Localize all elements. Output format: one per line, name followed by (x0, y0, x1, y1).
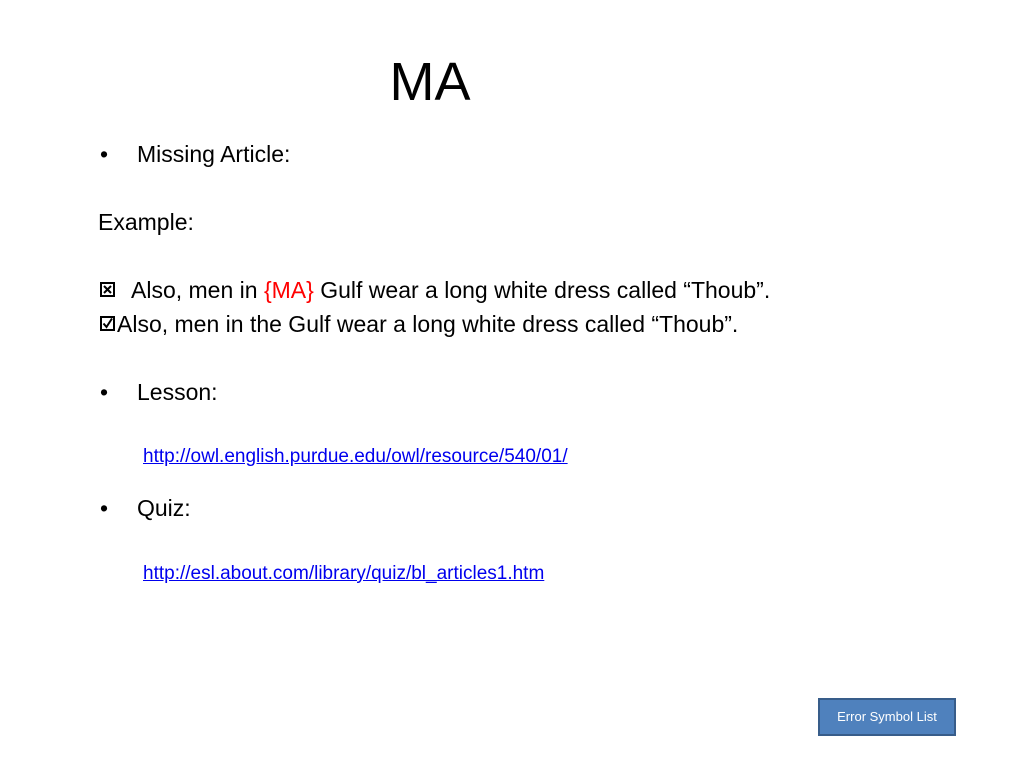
bullet-dot: • (100, 141, 109, 167)
x-checkbox-icon (100, 282, 115, 297)
quiz-label: Quiz: (137, 495, 191, 521)
checkmark-checkbox-icon (100, 316, 115, 331)
error-tag: {MA} (263, 277, 314, 303)
lesson-link[interactable]: http://owl.english.purdue.edu/owl/resource/540/01/ (143, 446, 568, 467)
wrong-example-before: Also, men in (131, 277, 264, 303)
correct-example-line (100, 309, 738, 339)
slide-title: MA (389, 52, 471, 112)
quiz-link[interactable]: http://esl.about.com/library/quiz/bl_articles1.htm (143, 563, 545, 584)
correct-example-text: Also, men in the Gulf wear a long white dress called “Thoub”. (117, 311, 739, 337)
wrong-example-line (100, 275, 770, 305)
example-label: Example: (98, 209, 194, 235)
missing-article-label: Missing Article: (137, 141, 291, 167)
wrong-example-after: Gulf wear a long white dress called “Thoub”. (313, 277, 771, 303)
bullet-dot: • (100, 495, 109, 521)
bullet-dot: • (100, 379, 109, 405)
error-symbol-list-button[interactable]: Error Symbol List (818, 698, 956, 736)
lesson-label: Lesson: (137, 379, 218, 405)
